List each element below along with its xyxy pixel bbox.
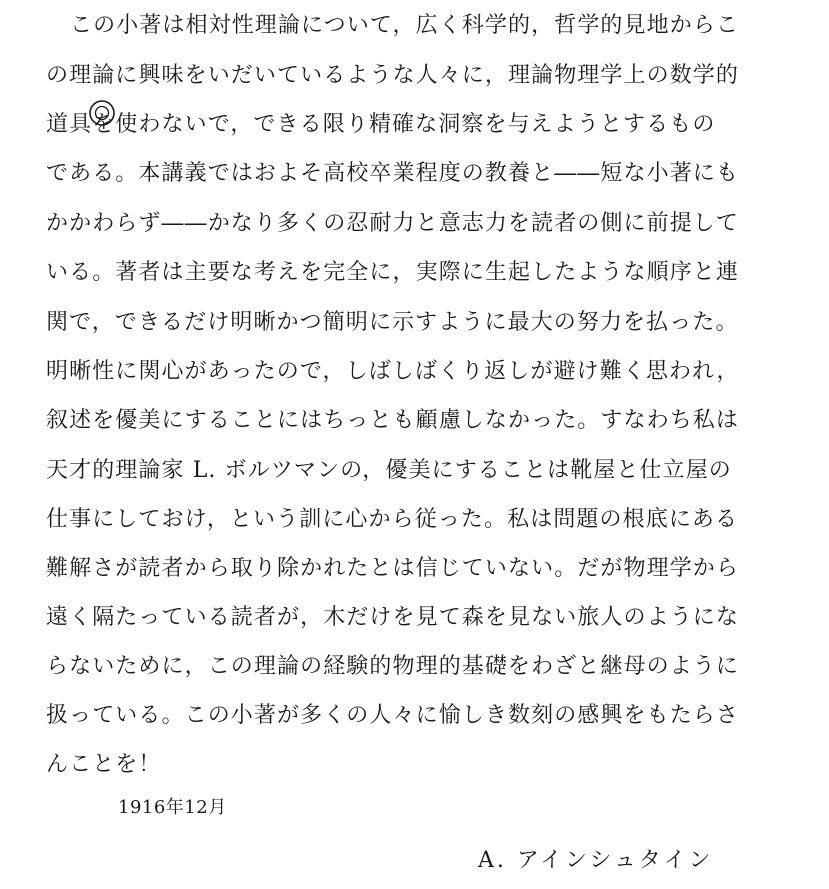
paragraph-line: 叙述を優美にすることにはちっとも顧慮しなかった。すなわち私は — [46, 408, 740, 433]
paragraph-line: 道具を使わないで，できる限り精確な洞察を与えようとするもの — [46, 112, 716, 137]
paragraph-line: 遠く隔たっている読者が，木だけを見て森を見ない旅人のようにな — [46, 605, 740, 630]
paragraph-line: 難解さが読者から取り除かれたとは信じていない。だが物理学から — [46, 556, 740, 581]
paragraph-line: 天才的理論家 L. ボルツマンの，優美にすることは靴屋と仕立屋の — [46, 458, 732, 483]
paragraph-line: 明晰性に関心があったので，しばしばくり返しが避け難く思われ， — [46, 359, 740, 384]
paragraph-line: んことを！ — [46, 752, 162, 777]
paragraph-line: 扱っている。この小著が多くの人々に愉しき数刻の感興をもたらさ — [46, 703, 740, 728]
paragraph-line: らないために，この理論の経験的物理的基礎をわざと継母のように — [46, 654, 740, 679]
paragraph-line: この小著は相対性理論について，広く科学的，哲学的見地からこ — [70, 13, 740, 38]
paragraph-line: いる。著者は主要な考えを完全に，実際に生起したような順序と連 — [46, 260, 740, 285]
paragraph-line: 仕事にしておけ，という訓に心から従った。私は問題の根底にある — [46, 507, 739, 532]
preface-date: 1916年12月 — [118, 797, 227, 818]
paragraph-line: かかわらず――かなり多くの忍耐力と意志力を読者の側に前提して — [46, 211, 740, 236]
paragraph-line: 関で，できるだけ明晰かつ簡明に示すように最大の努力を払った。 — [46, 310, 739, 335]
preface-author: A. アインシュタイン — [478, 848, 714, 873]
paragraph-line: である。本講義ではおよそ高校卒業程度の教養と――短な小著にも — [46, 161, 740, 186]
paragraph-line: の理論に興味をいだいているような人々に，理論物理学上の数学的 — [46, 63, 740, 88]
